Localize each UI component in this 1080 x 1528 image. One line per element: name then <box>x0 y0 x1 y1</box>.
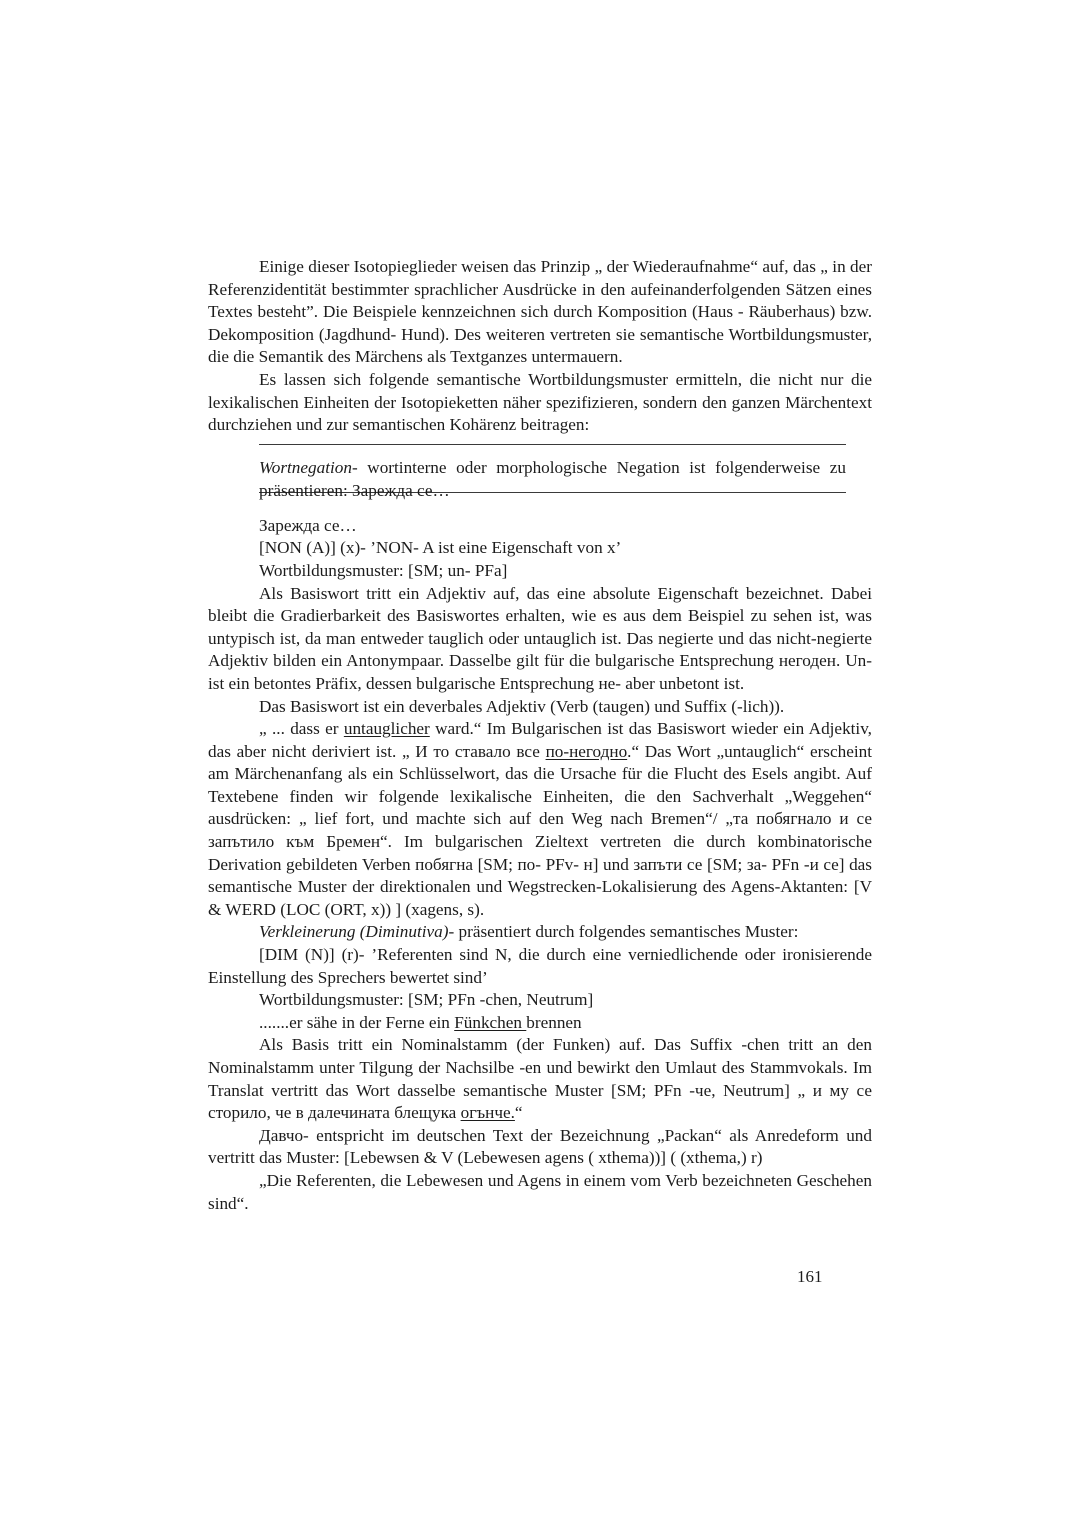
section-term: Verkleinerung (Diminutiva) <box>259 922 449 942</box>
paragraph-diminutiva <box>208 921 872 944</box>
text-run: .......er sähe in der Ferne ein <box>259 1012 455 1032</box>
page-number: 161 <box>797 1267 823 1286</box>
underlined-word: untauglicher <box>343 719 430 739</box>
text-run: “ <box>514 1103 523 1123</box>
text-run: ward.“ Im Bulgarischen ist das Basiswort wieder ein Adjektiv, das aber nicht deriviert ist. „ И то ставало все <box>208 719 872 761</box>
text-run: .“ Das Wort „untauglich“ erscheint am Märchenanfang als ein Schlüsselwort, das die Ursache für die Flucht des Esels angibt. Auf Textebene finden wir folgende lexikalische Einheiten, die den Sachverhalt „Weggehen“ ausdrücken: „ lief fort, und machte sich auf den Weg nach Bremen“/ „та побягнало и се запътило към Бремен“. Im bulgarischen Zieltext vertreten die durch kombinatorische Derivation gebildeten Verben побягна [SM; по- PFv- н] und запъти се [SM; за- PFn -и се] das semantische Muster der direktionalen und Wegstrecken-Lokalisierung des Agens-Aktanten: [V & WERD (LOC (ORT, x)) ] (xagens, s). <box>208 741 872 919</box>
paragraph-referents: „Die Referenten, die Lebewesen und Agens in einem vom Verb bezeichneten Geschehen sind“. <box>208 1170 872 1213</box>
paragraph-isotopy: Einige dieser Isotopieglieder weisen das Prinzip „ der Wiederaufnahme“ auf, das „ in der Referenzidentität bestimmter sprachlicher Ausdrücke in den aufeinanderfolgenden Sätzen eines Textes besteht”. Die Beispiele kennzeichnen sich durch Komposition (Haus - Räuberhaus) bzw. Dekomposition (Jagdhund- Hund). Des weiteren vertreten sie semantische Wortbildungsmuster, die die Semantik des Märchens als Textganzes untermauern. <box>208 257 872 367</box>
text-run: brennen <box>526 1012 582 1032</box>
text-run: Als Basis tritt ein Nominalstamm (der Funken) auf. Das Suffix -chen tritt an den Nominalstamm unter Tilgung der Nachsilbe -en und bewirkt den Umlaut des Stammvokals. Im Translat vertritt das Wort dasselbe semantische Muster [SM; PFn -че, Neutrum] „ и му се сторило, че в далечината блещука <box>208 1035 872 1123</box>
paragraph-patterns-intro: Es lassen sich folgende semantische Wortbildungsmuster ermitteln, die nicht nur die lexikalischen Einheiten der Isotopieketten näher spezifizieren, sondern den ganzen Märchentext durchziehen und zur semantischen Kohärenz beitragen: <box>208 369 872 435</box>
definition-box <box>259 444 846 500</box>
paragraph-davcho: Давчо- entspricht im deutschen Text der Bezeichnung „Packan“ als Anredeform und vertritt das Muster: [Lebewsen & V (Lebewesen agens ( xthema))] ( (xthema,) r) <box>208 1125 872 1168</box>
section-text: - präsentiert durch folgendes semantisches Muster: <box>448 922 799 942</box>
definition-term: Wortnegation <box>259 457 352 477</box>
definition-body: - wortinterne oder morphologische Negation ist folgenderweise zu präsentieren: Зарежда се… <box>259 457 846 500</box>
paragraph-untauglich <box>208 718 872 921</box>
underlined-word: огънче. <box>460 1103 515 1123</box>
example-line: Зарежда се… <box>259 515 357 535</box>
pattern-line: Wortbildungsmuster: [SM; un- PFa] <box>259 560 508 580</box>
text-run: „ ... dass er <box>259 719 344 739</box>
paragraph-dim-formula: [DIM (N)] (r)- ’Referenten sind N, die durch eine verniedlichende oder ironisierende Einstellung des Sprechers bewertet sind’ <box>208 945 872 987</box>
example-line <box>208 1012 872 1035</box>
paragraph-deverbal: Das Basiswort ist ein deverbales Adjektiv (Verb (taugen) und Suffix (-lich)). <box>259 696 785 716</box>
pattern-line: Wortbildungsmuster: [SM; PFn -chen, Neutrum] <box>259 990 594 1010</box>
page-body <box>208 256 872 1215</box>
formula-line: [NON (A)] (x)- ’NON- A ist eine Eigenschaft von x’ <box>259 538 622 558</box>
underlined-word: Fünkchen <box>454 1012 527 1032</box>
paragraph-nominal-stem <box>208 1034 872 1124</box>
underlined-word: по-негодно <box>545 741 628 761</box>
paragraph-base-adjective: Als Basiswort tritt ein Adjektiv auf, das eine absolute Eigenschaft bezeichnet. Dabei bleibt die Gradierbarkeit des Basiswortes erhalten, wie es aus dem Beispiel zu sehen ist, was untypisch ist, da man entweder tauglich oder untauglich ist. Das negierte und das nicht-negierte Adjektiv bilden ein Antonympaar. Dasselbe gilt für die bulgarische Entsprechung негоден. Un- ist ein betontes Präfix, dessen bulgarische Entsprechung не- aber unbetont ist. <box>208 583 872 693</box>
